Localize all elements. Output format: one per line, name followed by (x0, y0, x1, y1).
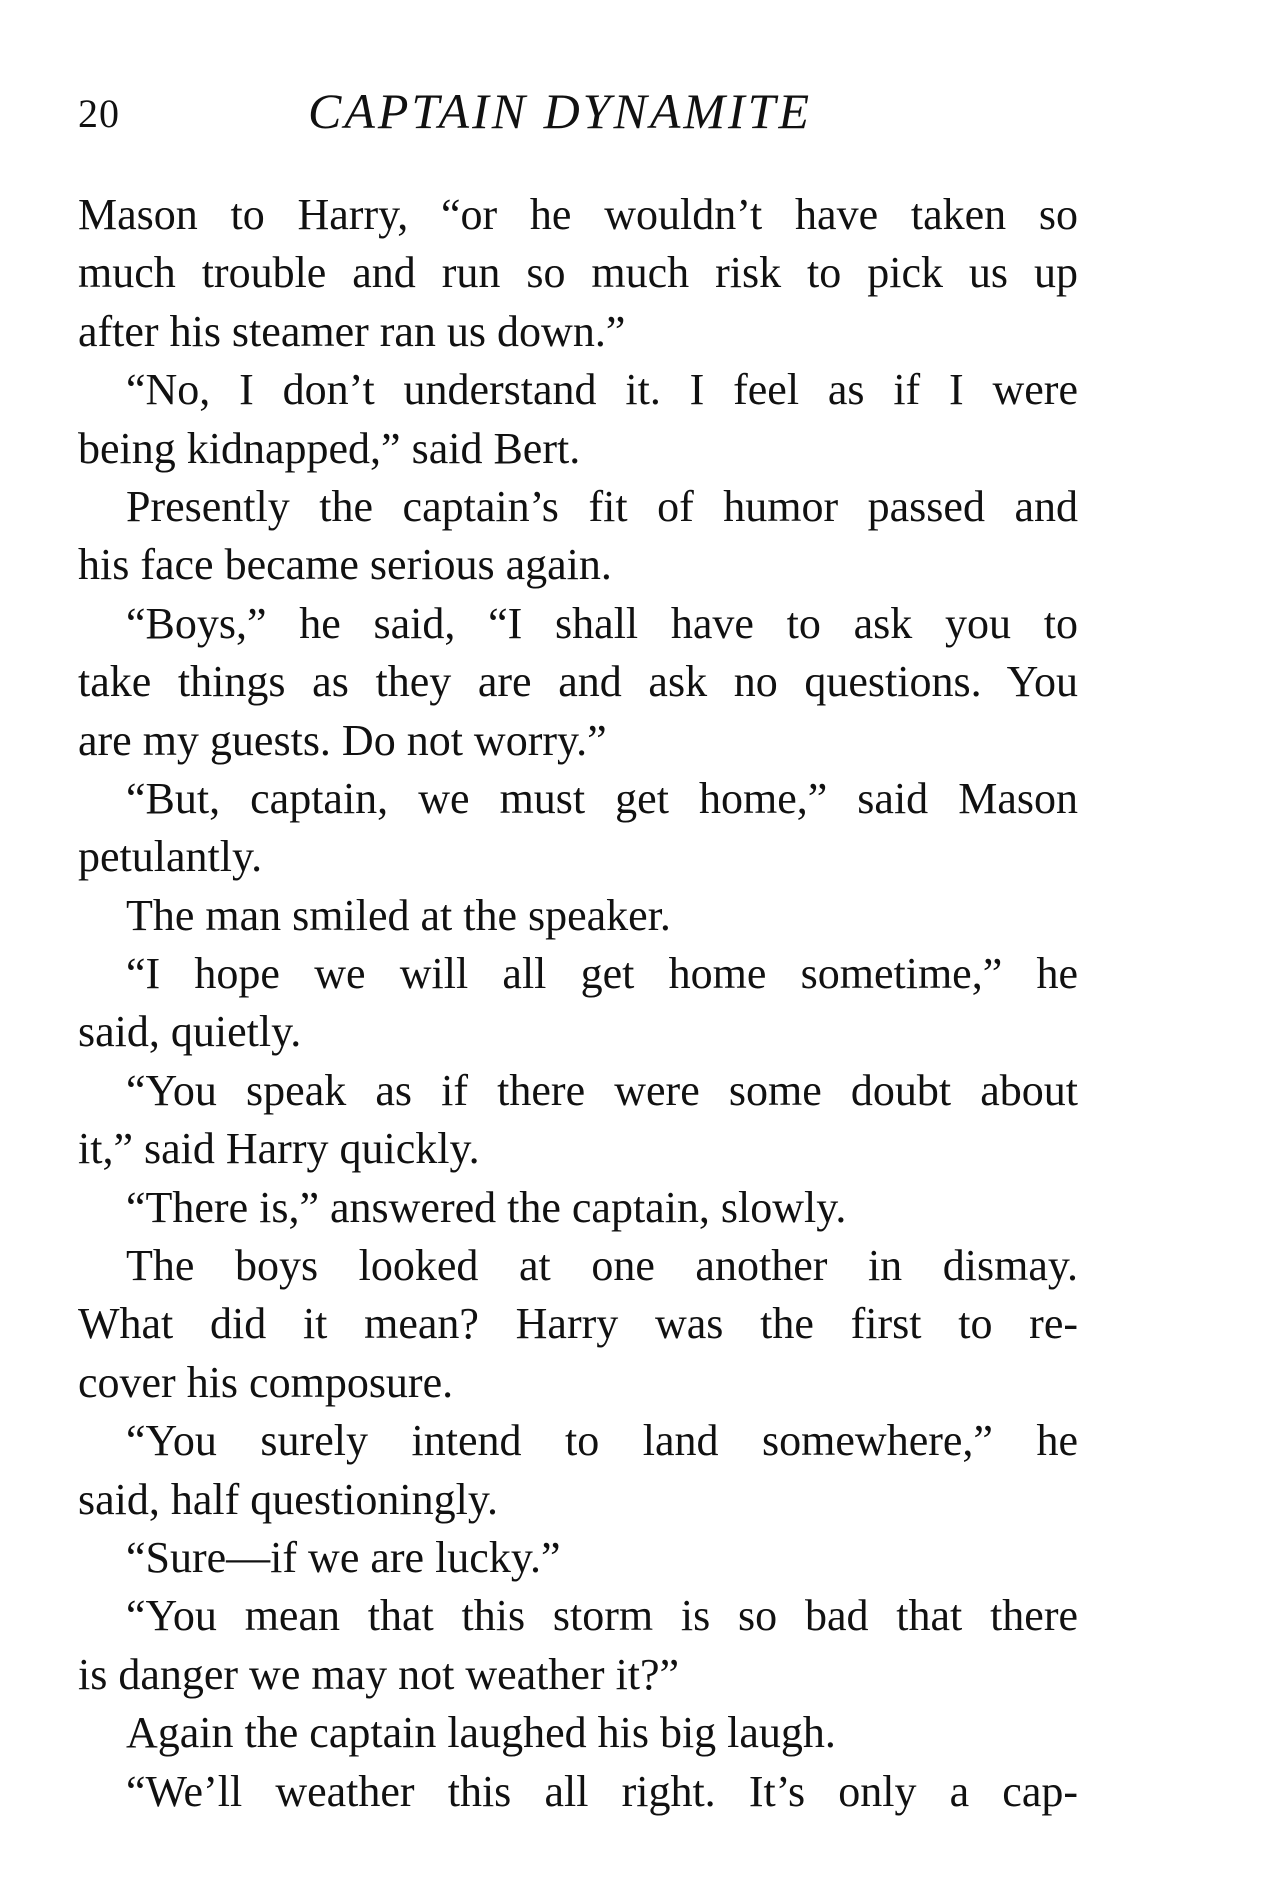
text-line: are my guests. Do not worry.” (78, 715, 607, 765)
text-line: “There is,” answered the captain, slowly. (126, 1182, 847, 1232)
text-line: “You surely intend to land somewhere,” he (126, 1416, 1078, 1466)
body-text (78, 186, 1078, 1821)
text-line: after his steamer ran us down.” (78, 306, 626, 356)
text-line: cover his composure. (78, 1357, 454, 1407)
text-line: his face became serious again. (78, 540, 612, 590)
text-line: Again the captain laughed his big laugh. (126, 1708, 836, 1758)
text-line: take things as they are and ask no questions. You (78, 657, 1078, 707)
text-line: “Boys,” he said, “I shall have to ask you to (126, 598, 1078, 648)
text-line: “But, captain, we must get home,” said Mason (126, 773, 1078, 823)
text-line: “No, I don’t understand it. I feel as if I were (126, 365, 1078, 415)
text-line: much trouble and run so much risk to pick us up (78, 248, 1078, 298)
text-line: The boys looked at one another in dismay. (126, 1241, 1078, 1291)
page-header (78, 82, 1078, 142)
text-line: Presently the captain’s fit of humor passed and (126, 481, 1078, 531)
text-line: “I hope we will all get home sometime,” he (126, 949, 1078, 999)
text-line: is danger we may not weather it?” (78, 1649, 680, 1699)
text-line: “You mean that this storm is so bad that there (126, 1591, 1078, 1641)
text-line: being kidnapped,” said Bert. (78, 423, 581, 473)
text-line: it,” said Harry quickly. (78, 1124, 480, 1174)
page-number: 20 (78, 91, 120, 136)
text-line: said, quietly. (78, 1007, 302, 1057)
text-line: What did it mean? Harry was the first to re- (78, 1299, 1078, 1349)
text-line: “You speak as if there were some doubt about (126, 1065, 1078, 1115)
text-line: “Sure—if we are lucky.” (126, 1532, 561, 1582)
text-line: The man smiled at the speaker. (126, 890, 671, 940)
text-line: Mason to Harry, “or he wouldn’t have taken so (78, 190, 1078, 239)
text-line: “We’ll weather this all right. It’s only a cap- (126, 1766, 1078, 1816)
text-line: said, half questioningly. (78, 1474, 498, 1524)
running-title: CAPTAIN DYNAMITE (308, 83, 813, 139)
text-line: petulantly. (78, 832, 263, 882)
